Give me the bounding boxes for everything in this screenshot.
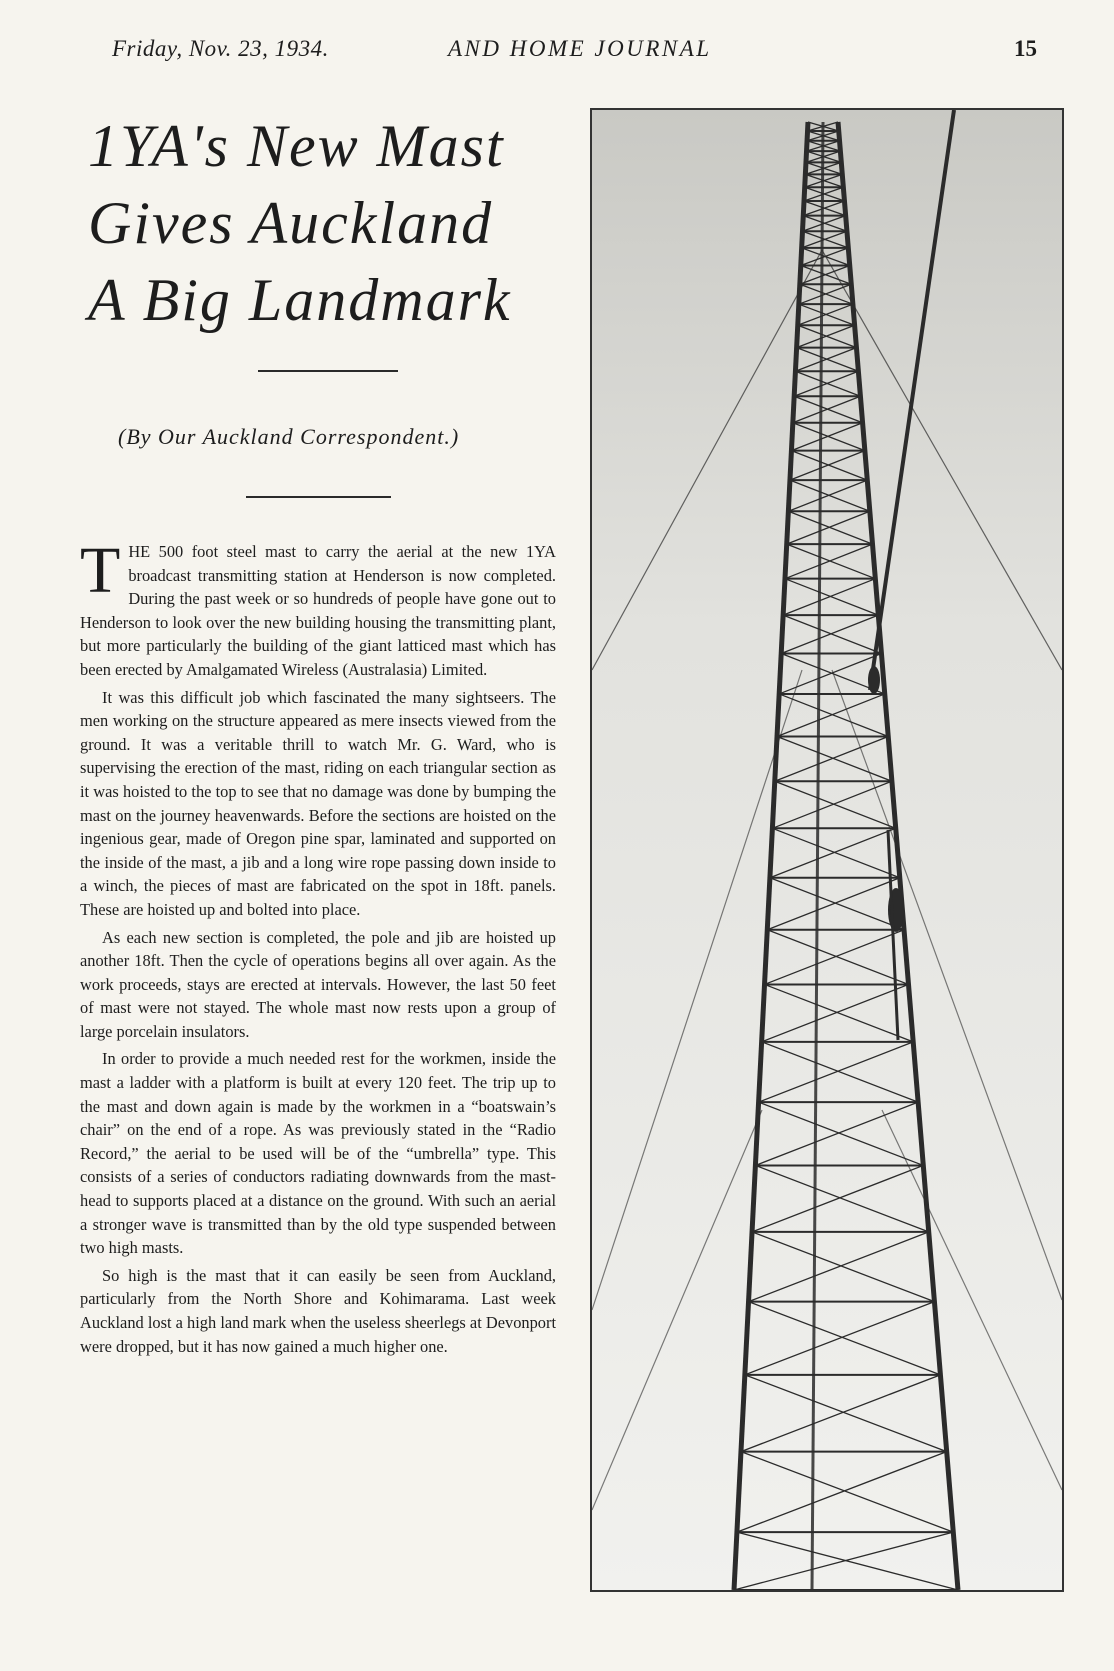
article-paragraph-5: So high is the mast that it can easily be seen from Auckland, particularly from the North Shore and Kohimarama. Last week Auckland lost a high land mark when the useless sheerlegs at Devonport were dropped, but it has now gained a much higher one. [80, 1265, 556, 1356]
page-header [0, 32, 1114, 72]
headline-line-1: 1YA's New Mast [88, 113, 505, 179]
article-paragraph-4: In order to provide a much needed rest for the workmen, inside the mast a ladder with a platform is built at every 120 feet. The trip up to the mast and down again is made by the workmen in a “boatswain’s chair” on the end of a rope. As was previously stated in the “Radio Record,” the aerial to be used will be of the “umbrella” type. This consists of a series of conductors radiating downwards from the mast-head to supports placed at a distance on the ground. With such an aerial a stronger wave is transmitted than by the old type suspended between two high masts. [80, 1049, 556, 1258]
byline: (By Our Auckland Correspondent.) [118, 424, 460, 449]
headline-line-2: Gives Auckland [88, 190, 494, 256]
headline-divider [258, 370, 398, 372]
issue-date: Friday, Nov. 23, 1934. [112, 36, 329, 61]
byline-divider [246, 496, 391, 498]
mast-illustration [592, 110, 1062, 1590]
article-paragraph-1: THE 500 foot steel mast to carry the aerial at the new 1YA broadcast transmitting station at Henderson is now completed. During the past week or so hundreds of people have gone out to Henderson to look over the new building housing the transmitting plant, but more particularly the building of the giant latticed mast which has been erected by Amalgamated Wireless (Australasia) Limited. [80, 534, 556, 679]
article-headline [88, 108, 588, 339]
page-number: 15 [1014, 36, 1037, 61]
mast-photograph [590, 108, 1064, 1592]
article-paragraph-2: It was this difficult job which fascinated the many sightseers. The men working on the structure appeared as mere insects viewed from the ground. It was a veritable thrill to watch Mr. G. Ward, who is supervising the erection of the mast, riding on each triangular section as it was hoisted to the top to see that no damage was done by bumping the mast on the journey heavenwards. Before the sections are hoisted on the ingenious gear, made of Oregon pine spar, laminated and supported on the inside of the mast, a jib and a long wire rope passing down inside to a winch, the pieces of mast are fabricated on the spot in 18ft. panels. These are hoisted up and bolted into place. [80, 687, 556, 919]
article-paragraph-3: As each new section is completed, the pole and jib are hoisted up another 18ft. Then the cycle of operations begins all over again. As the work proceeds, stays are erected at intervals. However, the last 50 feet of mast were not stayed. The whole mast now rests upon a group of large porcelain insulators. [80, 927, 556, 1041]
article-body [80, 534, 556, 1362]
headline-line-3: A Big Landmark [88, 267, 512, 333]
workman-figure [868, 666, 880, 694]
drop-cap: T [80, 534, 121, 607]
journal-name: AND HOME JOURNAL [448, 36, 712, 61]
